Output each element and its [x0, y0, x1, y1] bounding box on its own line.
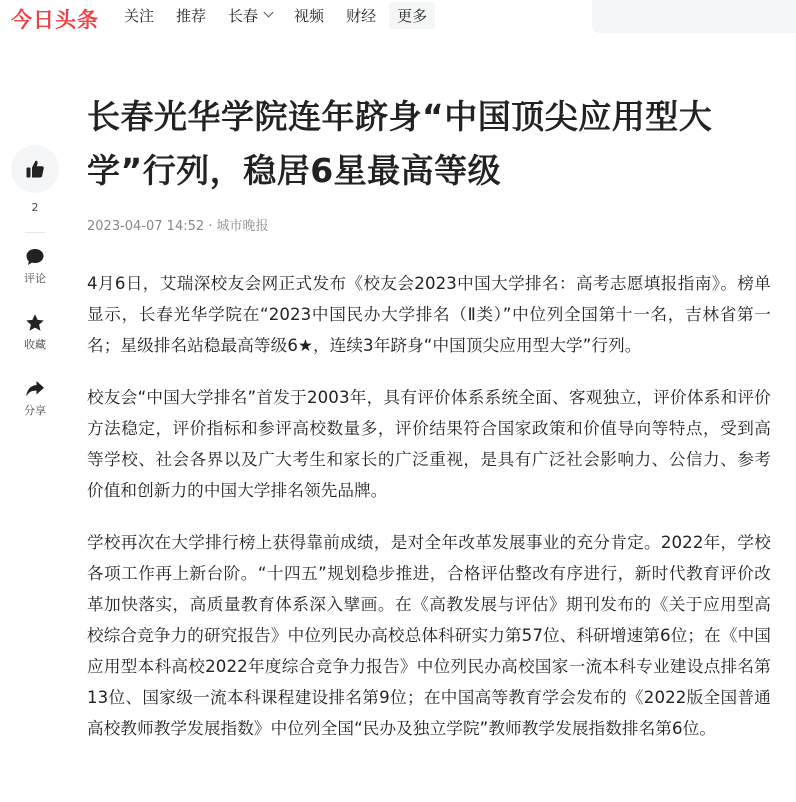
article-paragraph: 4月6日，艾瑞深校友会网正式发布《校友会2023中国大学排名：高考志愿填报指南》。榜单显示，长春光华学院在“2023中国民办大学排名（Ⅱ类）”中位列全国第十一名，吉林省第一名；星级排名站稳最高等级6★，连续3年跻身“中国顶尖应用型大学”行列。	[87, 274, 771, 355]
comment-icon	[25, 247, 45, 267]
nav-video[interactable]: 视频	[294, 6, 325, 25]
collect-label: 收藏	[24, 338, 46, 351]
top-nav-bar	[0, 0, 796, 34]
nav-more-button[interactable]: 更多	[389, 2, 435, 29]
nav-city-dropdown[interactable]	[228, 5, 272, 26]
article-body	[87, 268, 771, 765]
channel-nav	[124, 0, 435, 30]
nav-follow[interactable]: 关注	[124, 6, 155, 25]
site-logo[interactable]: 今日头条	[11, 8, 99, 32]
nav-city-label: 长春	[228, 6, 259, 25]
nav-finance[interactable]: 财经	[346, 6, 377, 25]
comment-button[interactable]	[10, 247, 60, 313]
collect-button[interactable]	[10, 313, 60, 379]
chevron-down-icon	[264, 8, 274, 18]
search-input[interactable]	[592, 0, 796, 33]
sidebar-divider	[25, 232, 45, 233]
like-count: 2	[31, 201, 39, 214]
article-paragraph: 学校再次在大学排行榜上获得靠前成绩，是对全年改革发展事业的充分肯定。2022年，学校各项工作再上新台阶。“十四五”规划稳步推进，合格评估整改有序进行，新时代教育评价改革加快落实，高质量教育体系深入擘画。在《高教发展与评估》期刊发布的《关于应用型高校综合竞争力的研究报告》中位列民办高校总体科研实力第57位、科研增速第6位；在《中国应用型本科高校2022年度综合竞争力报告》中位列民办高校国家一流本科专业建设点排名第13位、国家级一流本科课程建设排名第9位；在中国高等教育学会发布的《2022版全国普通高校教师教学发展指数》中位列全国“民办及独立学院”教师教学发展指数排名第6位。	[87, 533, 771, 738]
article-title: 长春光华学院连年跻身“中国顶尖应用型大学”行列，稳居6星最高等级	[87, 97, 713, 190]
nav-recommend[interactable]: 推荐	[176, 6, 207, 25]
share-button[interactable]	[10, 379, 60, 445]
like-button[interactable]	[11, 145, 59, 193]
article-action-sidebar	[10, 145, 60, 445]
star-icon	[25, 313, 45, 333]
thumbs-up-icon	[25, 159, 45, 179]
share-label: 分享	[24, 404, 46, 417]
article-paragraph: 校友会“中国大学排名”首发于2003年，具有评价体系系统全面、客观独立，评价体系和评价方法稳定，评价指标和参评高校数量多，评价结果符合国家政策和价值导向等特点，受到高等学校、社会各界以及广大考生和家长的广泛重视，是具有广泛社会影响力、公信力、参考价值和创新力的中国大学排名领先品牌。	[87, 388, 771, 500]
article-meta: 2023-04-07 14:52 · 城市晚报	[87, 219, 269, 234]
share-icon	[25, 379, 45, 399]
comment-label: 评论	[24, 272, 46, 285]
